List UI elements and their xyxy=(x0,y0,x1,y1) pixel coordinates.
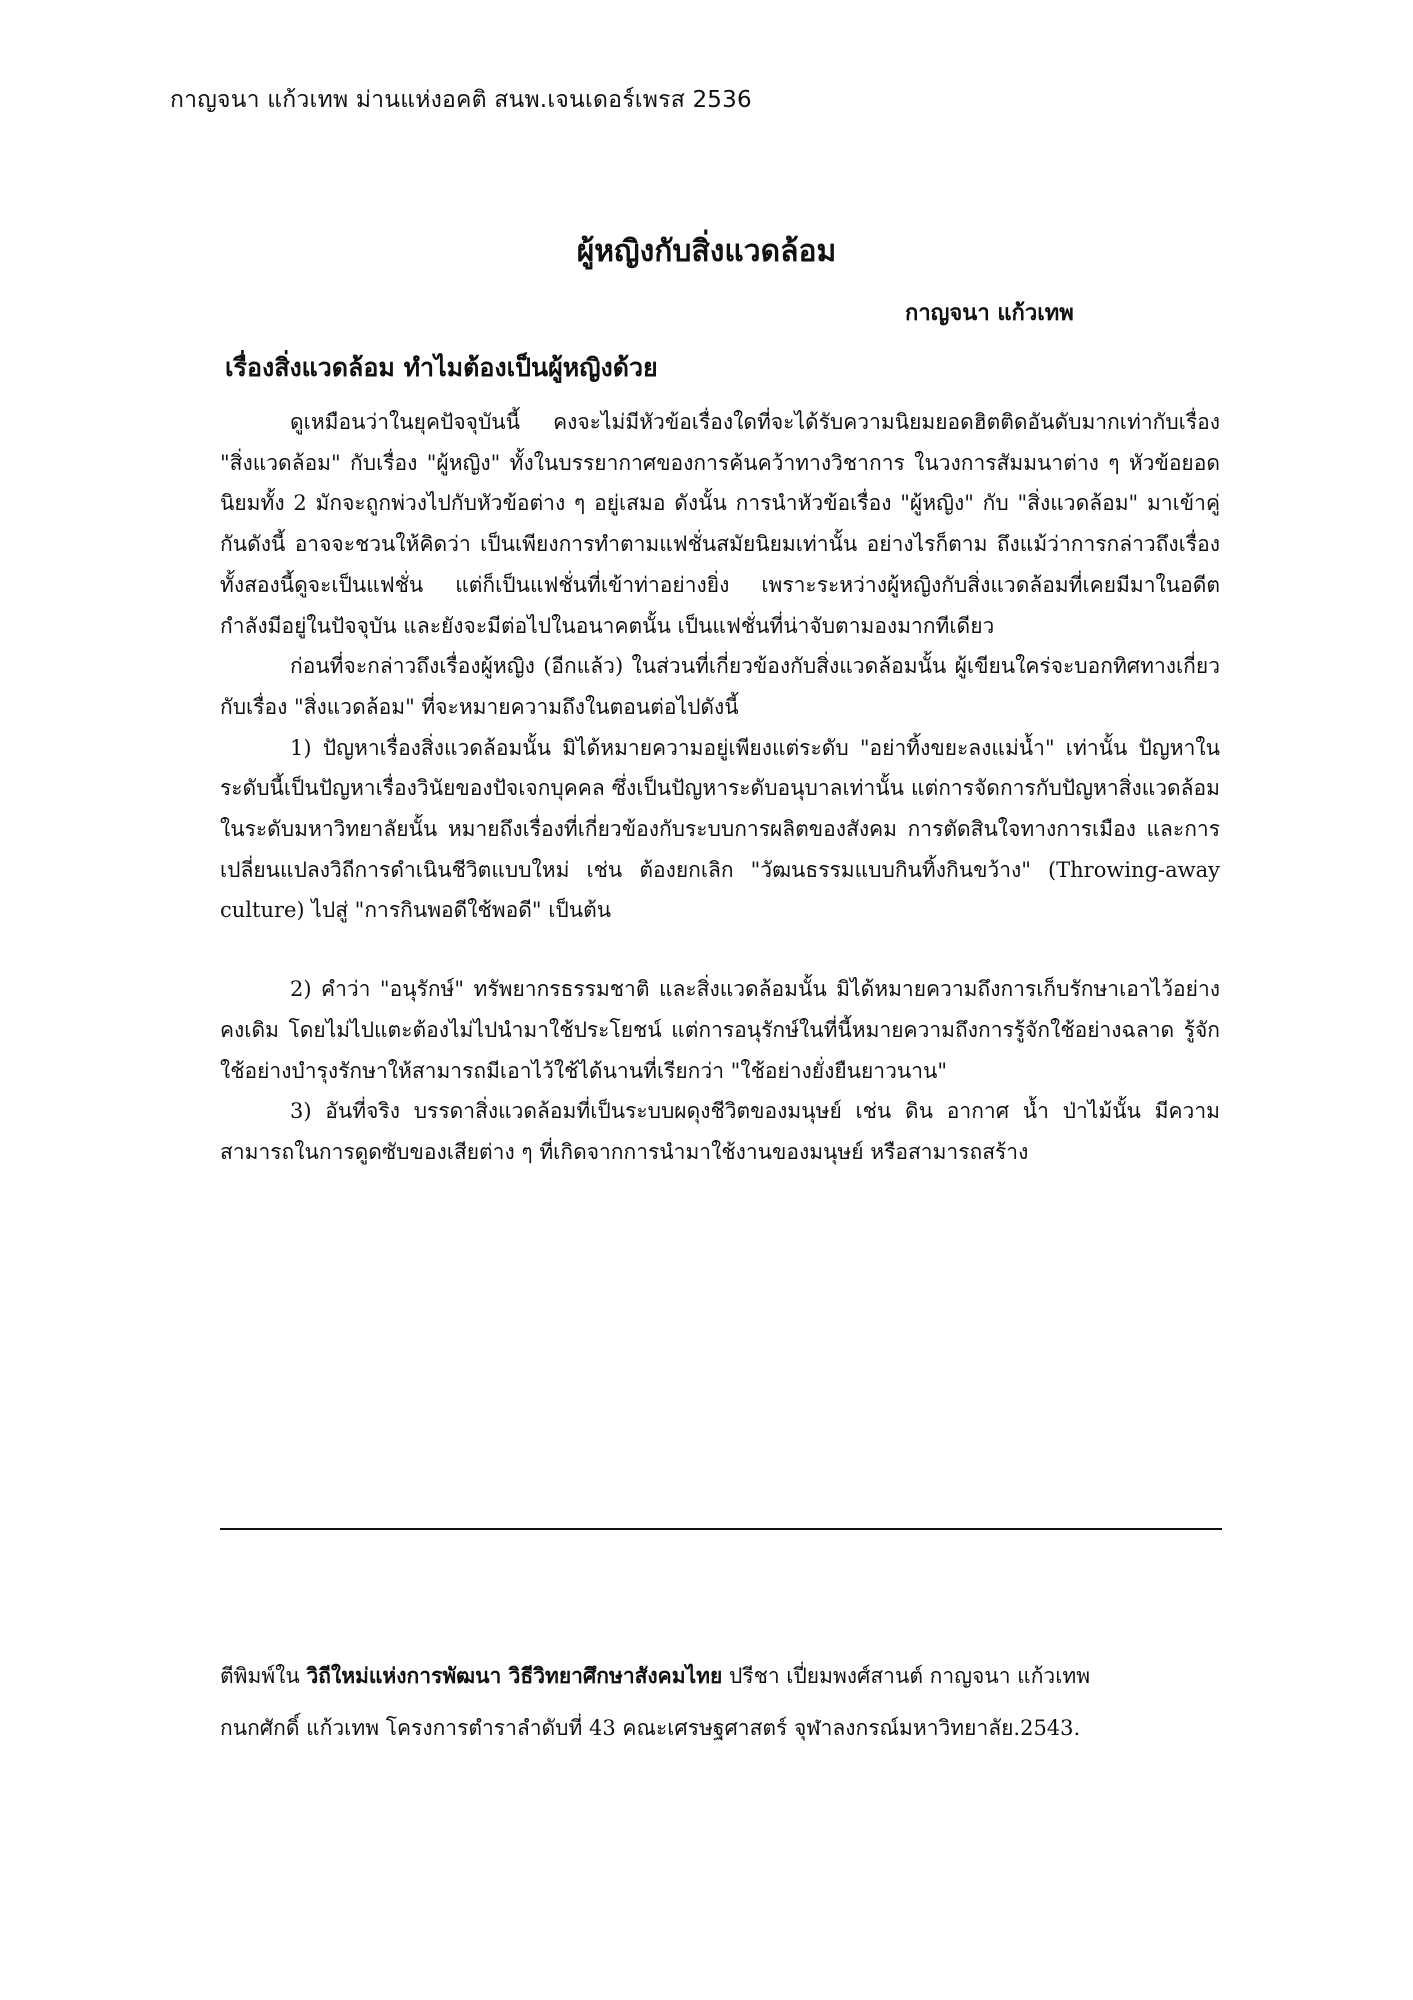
article-body xyxy=(220,402,1220,1173)
article-title: ผู้หญิงกับสิ่งแวดล้อม xyxy=(576,234,837,269)
footnote-divider xyxy=(220,1528,1222,1530)
citation-book-title: วิถีใหม่แห่งการพัฒนา วิธีวิทยาศึกษาสังคมไทย xyxy=(306,1663,723,1688)
citation-prefix: ตีพิมพ์ใน xyxy=(220,1664,307,1688)
citation-line-2: กนกศักดิ์ แก้วเทพ โครงการตำราลำดับที่ 43 คณะเศรษฐศาสตร์ จุฬาลงกรณ์มหาวิทยาลัย.2543. xyxy=(220,1716,1081,1740)
paragraph-intro: ดูเหมือนว่าในยุคปัจจุบันนี้ คงจะไม่มีหัวข้อเรื่องใดที่จะได้รับความนิยมยอดฮิตติดอันดับมากเท่ากับเรื่อง "สิ่งแวดล้อม" กับเรื่อง "ผู้หญิง" ทั้งในบรรยากาศของการค้นคว้าทางวิชาการ ในวงการสัมมนาต่าง ๆ หัวข้อยอดนิยมทั้ง 2 มักจะถูกพ่วงไปกับหัวข้อต่าง ๆ อยู่เสมอ ดังนั้น การนำหัวข้อเรื่อง "ผู้หญิง" กับ "สิ่งแวดล้อม" มาเข้าคู่กันดังนี้ อาจจะชวนให้คิดว่า เป็นเพียงการทำตามแฟชั่นสมัยนิยมเท่านั้น อย่างไรก็ตาม ถึงแม้ว่าการกล่าวถึงเรื่องทั้งสองนี้ดูจะเป็นแฟชั่น แต่ก็เป็นแฟชั่นที่เข้าท่าอย่างยิ่ง เพราะระหว่างผู้หญิงกับสิ่งแวดล้อมที่เคยมีมาในอดีต กำลังมีอยู่ในปัจจุบัน และยังจะมีต่อไปในอนาคตนั้น เป็นแฟชั่นที่น่าจับตามองมากทีเดียว xyxy=(220,410,1220,638)
running-header: กาญจนา แก้วเทพ ม่านแห่งอคติ สนพ.เจนเดอร์เพรส 2536 xyxy=(170,87,752,113)
citation-line-1 xyxy=(220,1650,1220,1702)
section-heading: เรื่องสิ่งแวดล้อม ทำไมต้องเป็นผู้หญิงด้วย xyxy=(225,353,658,382)
publication-citation xyxy=(220,1650,1220,1754)
paragraph-point-1: 1) ปัญหาเรื่องสิ่งแวดล้อมนั้น มิได้หมายความอยู่เพียงแต่ระดับ "อย่าทิ้งขยะลงแม่น้ำ" เท่านั้น ปัญหาในระดับนี้เป็นปัญหาเรื่องวินัยของปัจเจกบุคคล ซึ่งเป็นปัญหาระดับอนุบาลเท่านั้น แต่การจัดการกับปัญหาสิ่งแวดล้อมในระดับมหาวิทยาลัยนั้น หมายถึงเรื่องที่เกี่ยวข้องกับระบบการผลิตของสังคม การตัดสินใจทางการเมือง และการเปลี่ยนแปลงวิถีการดำเนินชีวิตแบบใหม่ เช่น ต้องยกเลิก "วัฒนธรรมแบบกินทิ้งกินขว้าง" (Throwing-away culture) ไปสู่ "การกินพอดีใช้พอดี" เป็นต้น xyxy=(220,735,1220,923)
citation-authors: ปรีชา เปี่ยมพงศ์สานต์ กาญจนา แก้วเทพ xyxy=(722,1664,1091,1688)
paragraph-direction: ก่อนที่จะกล่าวถึงเรื่องผู้หญิง (อีกแล้ว) ในส่วนที่เกี่ยวข้องกับสิ่งแวดล้อมนั้น ผู้เขียนใคร่จะบอกทิศทางเกี่ยวกับเรื่อง "สิ่งแวดล้อม" ที่จะหมายความถึงในตอนต่อไปดังนี้ xyxy=(220,654,1220,719)
paragraph-point-2: 2) คำว่า "อนุรักษ์" ทรัพยากรธรรมชาติ และสิ่งแวดล้อมนั้น มิได้หมายความถึงการเก็บรักษาเอาไว้อย่างคงเดิม โดยไม่ไปแตะต้องไม่ไปนำมาใช้ประโยชน์ แต่การอนุรักษ์ในที่นี้หมายความถึงการรู้จักใช้อย่างฉลาด รู้จักใช้อย่างบำรุงรักษาให้สามารถมีเอาไว้ใช้ได้นานที่เรียกว่า "ใช้อย่างยั่งยืนยาวนาน" xyxy=(220,977,1220,1083)
paragraph-point-3: 3) อันที่จริง บรรดาสิ่งแวดล้อมที่เป็นระบบผดุงชีวิตของมนุษย์ เช่น ดิน อากาศ น้ำ ป่าไม้นั้น มีความสามารถในการดูดซับของเสียต่าง ๆ ที่เกิดจากการนำมาใช้งานของมนุษย์ หรือสามารถสร้าง xyxy=(220,1099,1220,1164)
article-author: กาญจนา แก้วเทพ xyxy=(905,300,1074,326)
